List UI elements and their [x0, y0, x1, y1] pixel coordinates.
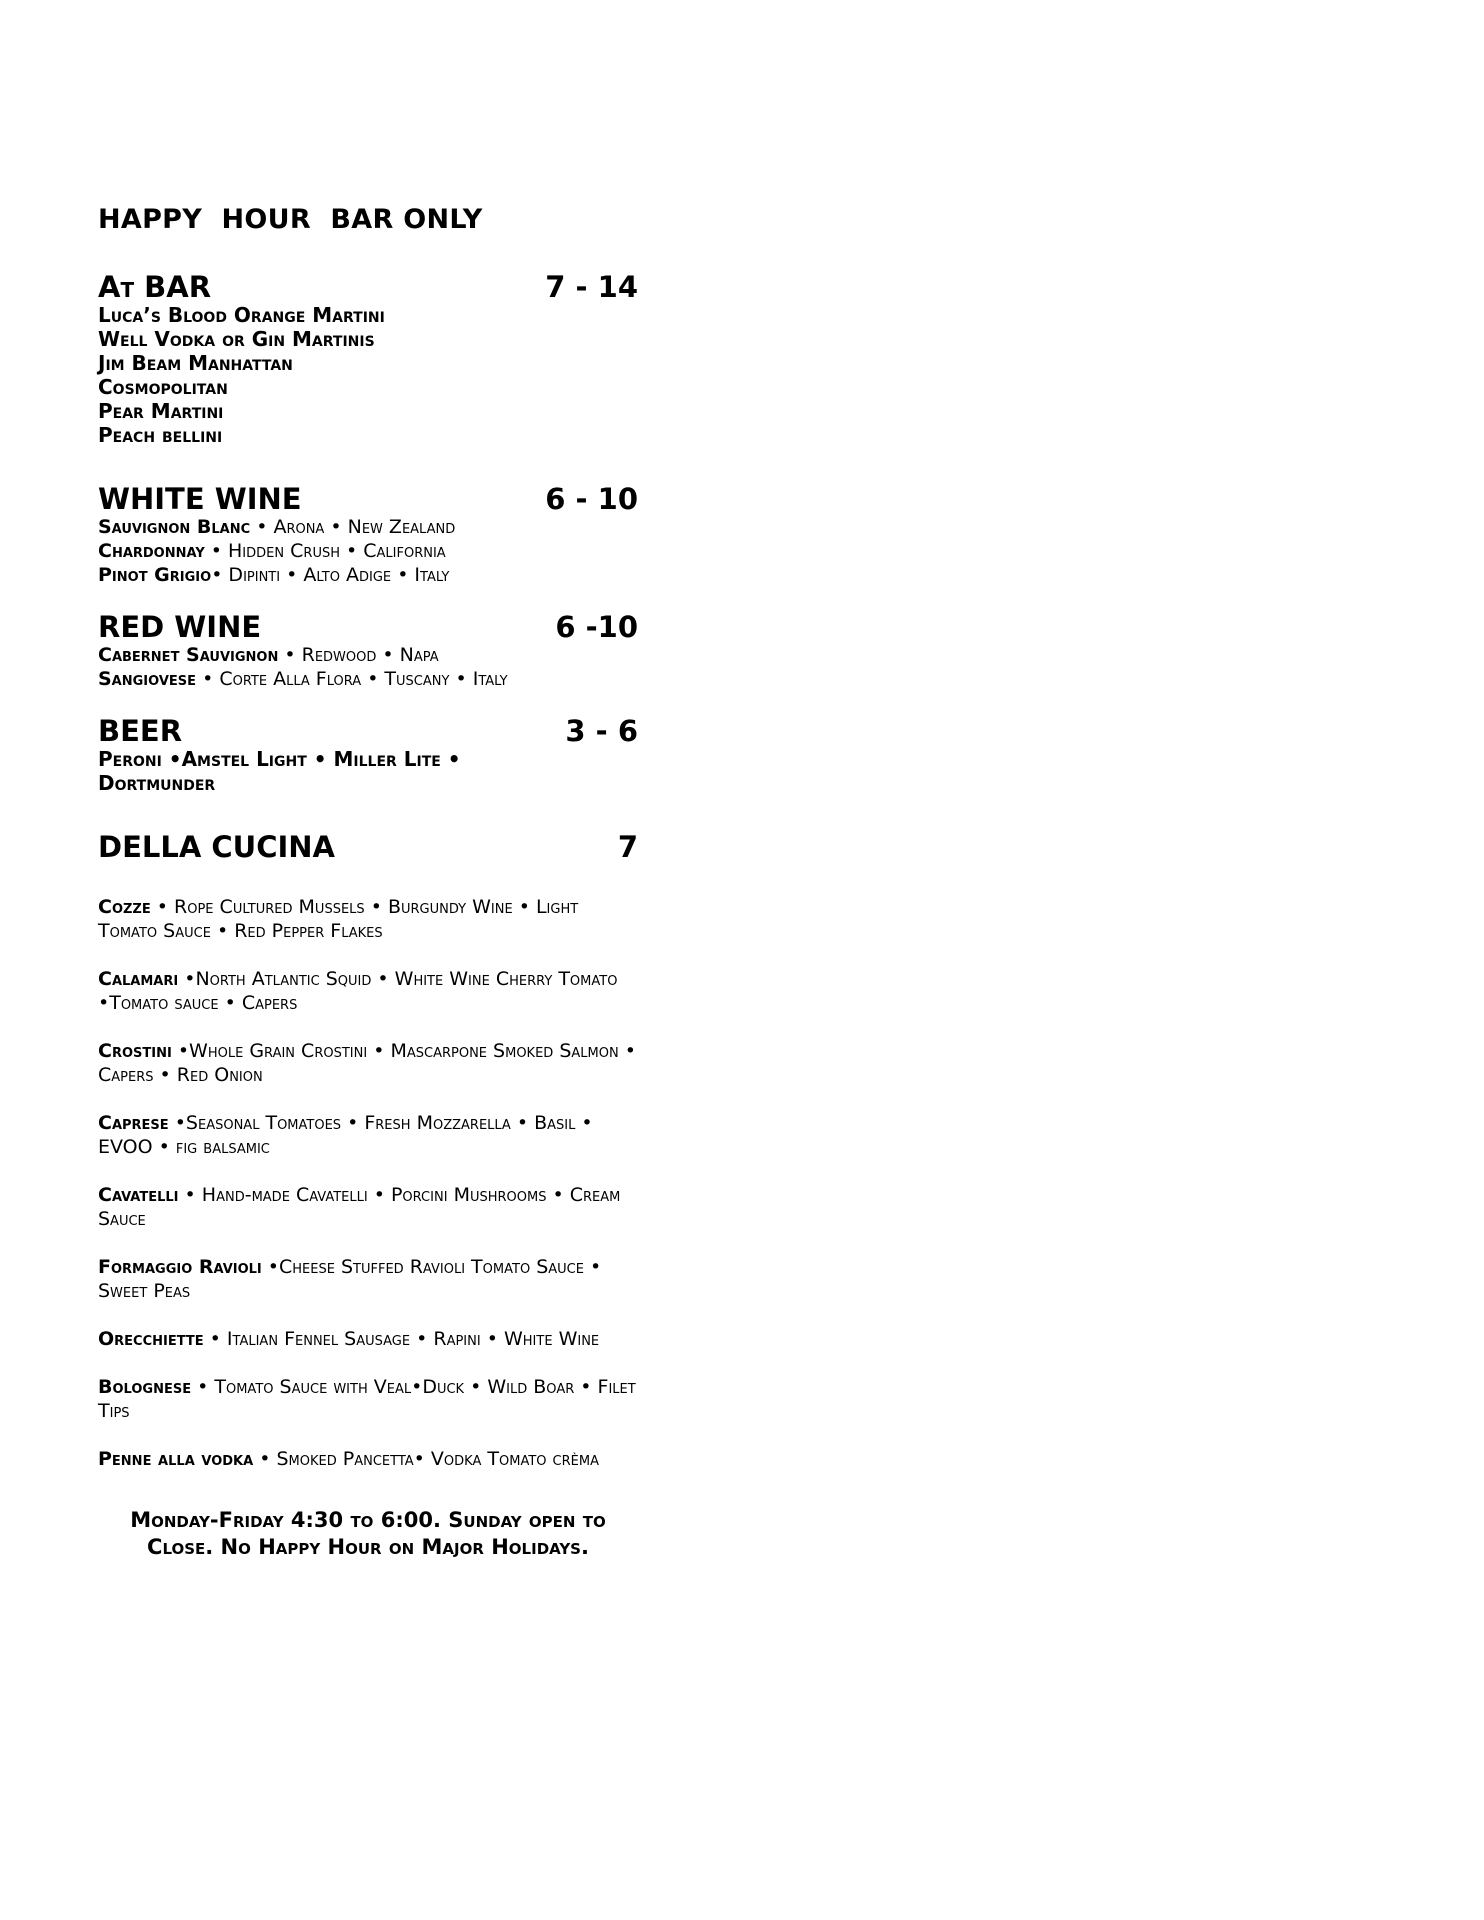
item-detail: • Dipinti • Alto Adige • Italy	[211, 564, 450, 586]
section-header-della-cucina	[98, 831, 638, 863]
dish-name: Cozze	[98, 896, 151, 918]
dish-item	[98, 1183, 638, 1231]
section-price: 7	[617, 830, 638, 864]
dish-detail: • Italian Fennel Sausage • Rapini • White Wine	[203, 1328, 600, 1350]
page-title: HAPPY HOUR BAR ONLY	[98, 204, 483, 235]
section-header	[98, 611, 638, 643]
section-white-wine	[98, 483, 638, 587]
hours-note: Monday-Friday 4:30 to 6:00. Sunday open to Close. No Happy Hour on Major Holidays.	[130, 1508, 606, 1559]
dish-item	[98, 1327, 638, 1351]
section-beer	[98, 715, 638, 795]
item-detail: • Arona • New Zealand	[250, 516, 456, 538]
dish-item	[98, 1375, 638, 1423]
menu-item	[98, 515, 638, 539]
dish-detail: • Smoked Pancetta• Vodka Tomato crèma	[253, 1448, 599, 1470]
menu-item: Well Vodka or Gin Martinis	[98, 327, 375, 351]
section-at-bar	[98, 271, 638, 447]
menu-item: Peach bellini	[98, 423, 223, 447]
menu-item: Peroni •Amstel Light • Miller Lite • Dortmunder	[98, 747, 461, 795]
dish-detail: •Whole Grain Crostini • Mascarpone Smoked Salmon • Capers • Red Onion	[98, 1040, 636, 1086]
menu-item: Jim Beam Manhattan	[98, 351, 293, 375]
item-name: Sauvignon Blanc	[98, 516, 251, 538]
dish-detail: •North Atlantic Squid • White Wine Cherry Tomato •Tomato sauce • Capers	[98, 968, 618, 1014]
item-detail: • Corte Alla Flora • Tuscany • Italy	[196, 668, 508, 690]
menu-item	[98, 563, 638, 587]
dish-item	[98, 1255, 638, 1303]
section-price: 3 - 6	[565, 714, 638, 748]
dish-item	[98, 1111, 638, 1159]
dish-name: Crostini	[98, 1040, 172, 1062]
dish-name: Orecchiette	[98, 1328, 204, 1350]
section-price: 6 - 10	[545, 482, 638, 516]
dish-name: Caprese	[98, 1112, 169, 1134]
dish-item	[98, 895, 638, 943]
section-title: WHITE WINE	[98, 482, 302, 516]
dish-name: Bolognese	[98, 1376, 192, 1398]
section-title: DELLA CUCINA	[98, 830, 335, 864]
item-name: Pinot Grigio	[98, 564, 212, 586]
dish-detail: •Seasonal Tomatoes • Fresh Mozzarella • Basil • EVOO • fig balsamic	[98, 1112, 593, 1158]
item-name: Cabernet Sauvignon	[98, 644, 279, 666]
item-name: Sangiovese	[98, 668, 197, 690]
dish-name: Penne alla vodka	[98, 1448, 254, 1470]
dish-item	[98, 967, 638, 1015]
menu-item	[98, 667, 618, 691]
dish-item	[98, 1039, 638, 1087]
section-title: RED WINE	[98, 610, 262, 644]
item-detail: • Redwood • Napa	[278, 644, 439, 666]
item-name: Chardonnay	[98, 540, 205, 562]
menu-page	[98, 204, 638, 1561]
menu-item	[98, 539, 638, 563]
section-red-wine	[98, 611, 638, 691]
dish-name: Cavatelli	[98, 1184, 179, 1206]
menu-item	[98, 643, 638, 667]
section-price: 6 -10	[555, 610, 638, 644]
section-price: 7 - 14	[545, 270, 638, 304]
dish-name: Calamari	[98, 968, 179, 990]
menu-item: Cosmopolitan	[98, 375, 228, 399]
dish-detail: • Rope Cultured Mussels • Burgundy Wine • Light Tomato Sauce • Red Pepper Flakes	[98, 896, 579, 942]
menu-item: Luca’s Blood Orange Martini	[98, 303, 385, 327]
section-header	[98, 483, 638, 515]
dish-detail: •Cheese Stuffed Ravioli Tomato Sauce • Sweet Peas	[98, 1256, 602, 1302]
dish-detail: • Tomato Sauce with Veal•Duck • Wild Boar • Filet Tips	[98, 1376, 636, 1422]
menu-item: Pear Martini	[98, 399, 224, 423]
dish-detail: • Hand-made Cavatelli • Porcini Mushrooms • Cream Sauce	[98, 1184, 621, 1230]
section-header	[98, 715, 638, 747]
item-detail: • Hidden Crush • California	[204, 540, 446, 562]
section-title: At BAR	[98, 270, 212, 304]
section-header	[98, 271, 638, 303]
section-title: BEER	[98, 714, 183, 748]
dish-item	[98, 1447, 638, 1471]
dish-name: Formaggio Ravioli	[98, 1256, 262, 1278]
